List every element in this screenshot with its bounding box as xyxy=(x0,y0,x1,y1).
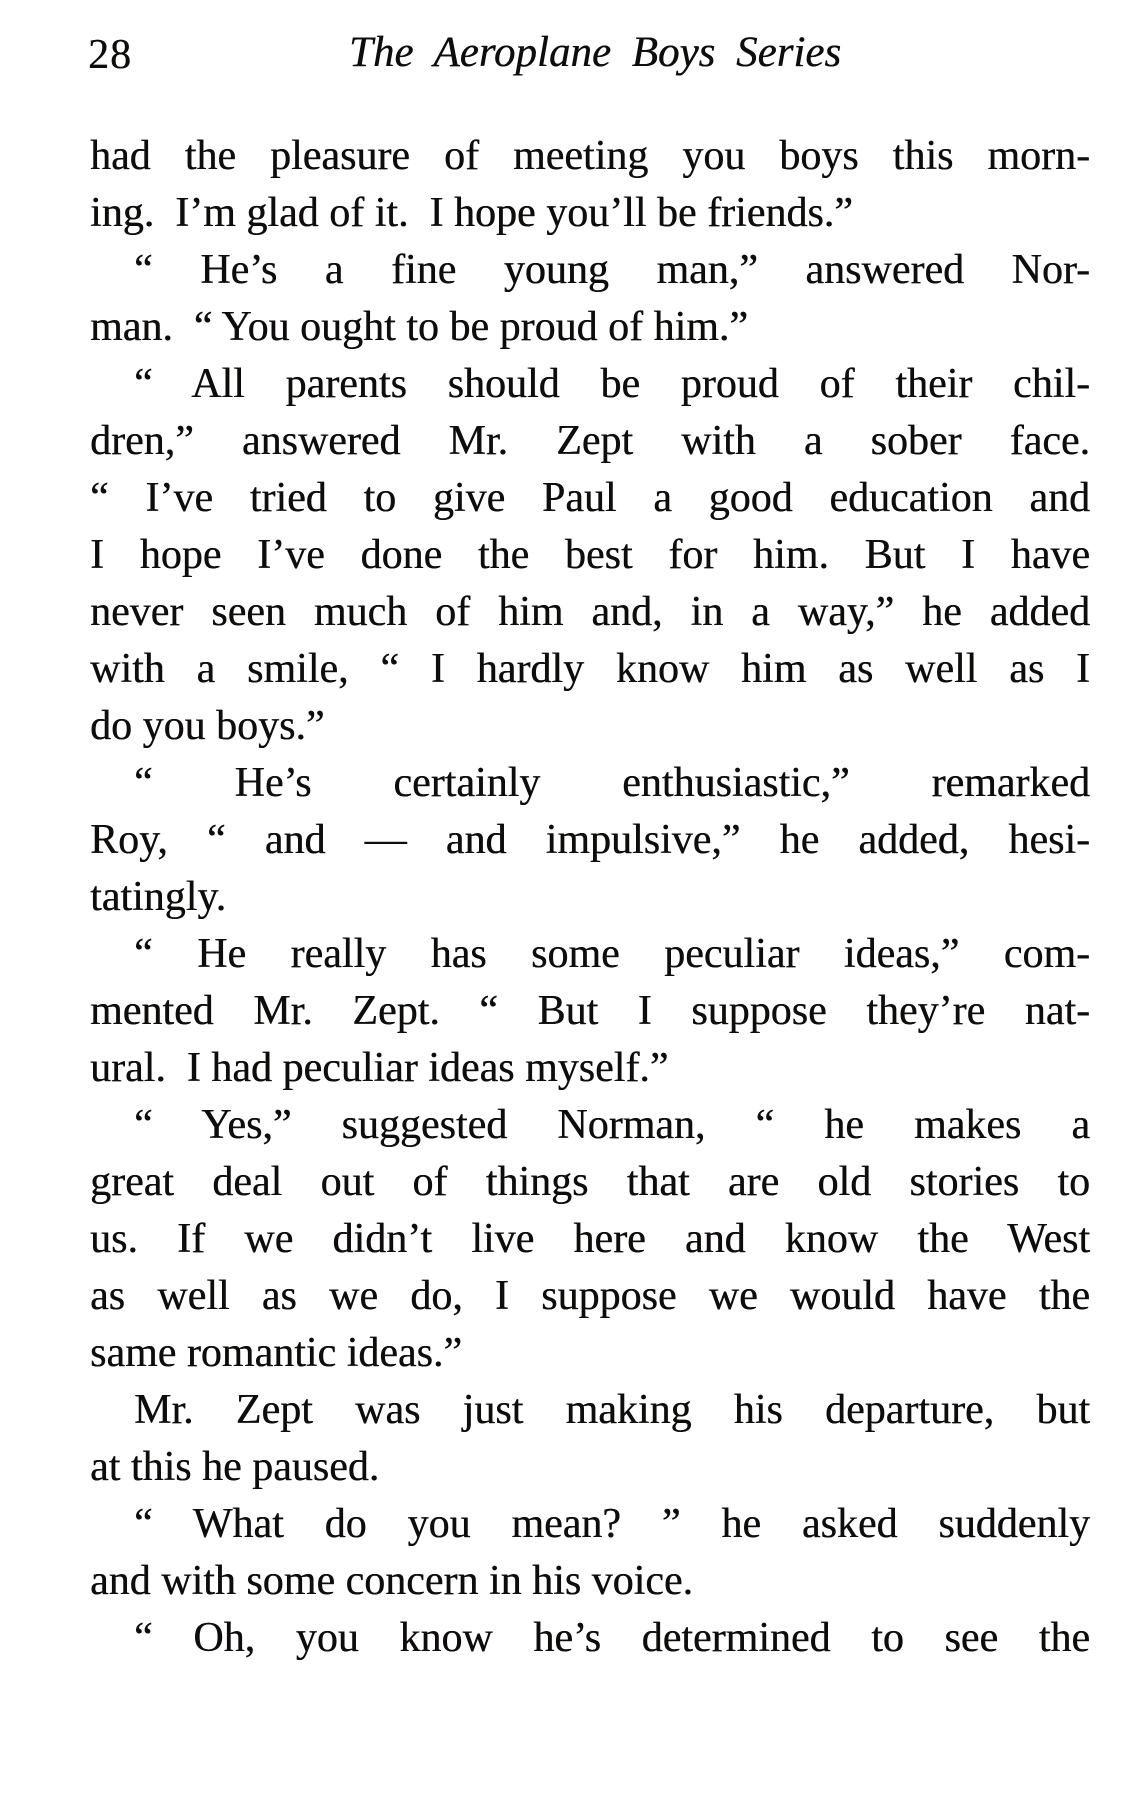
text-line-9: never seen much of him and, in a way,” he added xyxy=(90,589,1090,635)
page-number: 28 xyxy=(88,32,132,78)
text-line-2: ing. I’m glad of it. I hope you’ll be friends.” xyxy=(90,190,853,236)
text-line-20: us. If we didn’t live here and know the West xyxy=(90,1216,1090,1262)
text-line-25: “ What do you mean? ” he asked suddenly xyxy=(134,1501,1090,1547)
text-line-16: mented Mr. Zept. “ But I suppose they’re nat- xyxy=(90,988,1090,1034)
text-line-15: “ He really has some peculiar ideas,” com- xyxy=(134,931,1090,977)
text-line-13: Roy, “ and — and impulsive,” he added, hesi- xyxy=(90,817,1090,863)
text-line-21: as well as we do, I suppose we would have the xyxy=(90,1273,1090,1319)
text-line-7: “ I’ve tried to give Paul a good education and xyxy=(90,475,1090,521)
text-line-18: “ Yes,” suggested Norman, “ he makes a xyxy=(134,1102,1090,1148)
text-line-10: with a smile, “ I hardly know him as well as I xyxy=(90,646,1090,692)
text-line-23: Mr. Zept was just making his departure, but xyxy=(134,1387,1090,1433)
text-line-5: “ All parents should be proud of their chil- xyxy=(134,361,1090,407)
text-line-1: had the pleasure of meeting you boys this morn- xyxy=(90,133,1090,179)
text-line-3: “ He’s a fine young man,” answered Nor- xyxy=(134,247,1090,293)
text-line-19: great deal out of things that are old stories to xyxy=(90,1159,1090,1205)
body-text xyxy=(90,128,1090,1667)
text-line-12: “ He’s certainly enthusiastic,” remarked xyxy=(134,760,1090,806)
text-line-11: do you boys.” xyxy=(90,703,325,749)
text-line-14: tatingly. xyxy=(90,874,227,920)
text-line-22: same romantic ideas.” xyxy=(90,1330,463,1376)
text-line-17: ural. I had peculiar ideas myself.” xyxy=(90,1045,669,1091)
text-line-24: at this he paused. xyxy=(90,1444,380,1490)
running-title: The Aeroplane Boys Series xyxy=(348,29,842,76)
text-line-27: “ Oh, you know he’s determined to see the xyxy=(134,1615,1090,1661)
text-line-6: dren,” answered Mr. Zept with a sober face. xyxy=(90,418,1090,464)
text-line-8: I hope I’ve done the best for him. But I have xyxy=(90,532,1090,578)
text-line-26: and with some concern in his voice. xyxy=(90,1558,694,1604)
text-line-4: man. “ You ought to be proud of him.” xyxy=(90,304,748,350)
